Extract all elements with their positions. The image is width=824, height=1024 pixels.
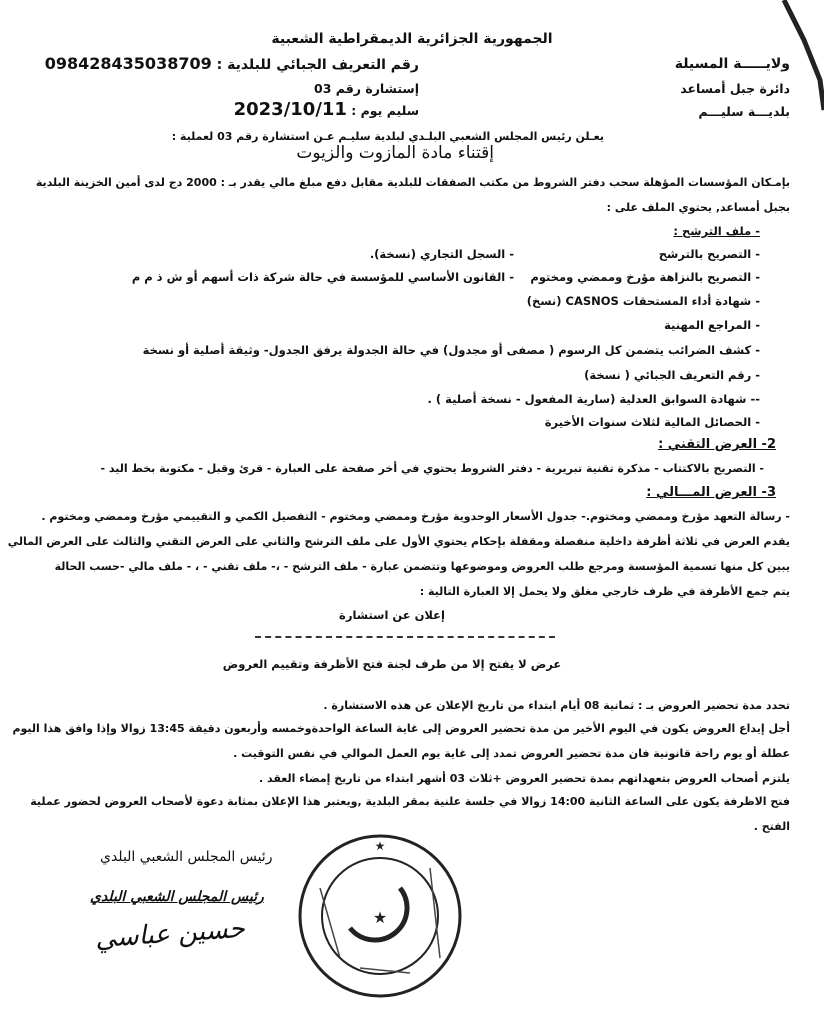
closing-line: أجل إيداع العروض يكون في اليوم الأخير من مدة تحضير العروض إلى غاية الساعة الواحدةوخمسه وأربعون دقيقة 13:45 زوالا وإذا وافق هذا اليوم xyxy=(12,722,790,735)
intro-text: يعـلن رئيس المجلس الشعبي البلـدي لبلدية سليـم عـن استشارة رقم 03 لعملية : xyxy=(171,130,604,143)
svg-text:★: ★ xyxy=(372,908,388,927)
section3-line: يبين كل منها تسمية المؤسسة ومرجع طلب العروض وموضوعها وتتضمن عبارة - ملف الترشح - ،- ملف تقني - ، - ملف مالي -حسب الحالة xyxy=(54,560,790,573)
envelope-title: إعلان عن استشارة xyxy=(339,608,445,622)
republic-title: الجمهورية الجزائرية الديمقراطية الشعبية xyxy=(271,31,553,47)
tax-id-line xyxy=(45,55,419,74)
list-item: - القانون الأساسي للمؤسسة في حالة شركة ذات أسهم أو ش ذ م م xyxy=(131,270,514,284)
closing-line: تحدد مدة تحضير العروض بـ : ثمانية 08 أيام ابتداء من تاريخ الإعلان عن هذه الاستشارة . xyxy=(323,699,790,712)
paragraph-line: بجبل أمساعد, يحتوي الملف على : xyxy=(606,201,790,214)
divider xyxy=(255,636,555,638)
tax-id: 098428435038709 xyxy=(44,54,212,73)
list-item: - الحصائل المالية لثلاث سنوات الأخيرة xyxy=(544,415,760,429)
consultation-number: إستشارة رقم 03 xyxy=(314,81,419,96)
section3-title: 3- العرض المـــالي : xyxy=(646,485,776,500)
closing-line: يلتزم أصحاب العروض بتعهداتهم بمدة تحضير العروض +ثلاث 03 أشهر ابتداء من تاريخ إمضاء العقد . xyxy=(259,772,790,785)
list-item: - شهادة أداء المستحقات CASNOS (نسخ) xyxy=(526,294,760,308)
list-item: - السجل التجاري (نسخة). xyxy=(369,247,514,261)
list-item: - التصريح بالنزاهة مؤرخ وممضي ومختوم xyxy=(530,270,760,284)
closing-line: الفتح . xyxy=(753,820,790,833)
section3-line: يقدم العرض في ثلاثة أظرفة داخلية منفصلة ومقفلة بإحكام يحتوي الأول على ملف الترشح والثاني على العرض التقني والثالث على العرض المالي xyxy=(7,535,790,548)
section2-text: - التصريح بالاكتتاب - مذكرة تقنية تبريرية - دفتر الشروط يحتوي في أخر صفحة على العبارة - قرئ وقبل - مكتوبة بخط اليد - xyxy=(100,462,764,475)
tax-id-label: رقم التعريف الجبائي للبلدية : xyxy=(216,57,419,73)
section3-line: - رسالة التعهد مؤرخ وممضي ومختوم.- جدول الأسعار الوحدوية مؤرخ وممضي ومختوم - التفصيل الكمي و التقييمي مؤرخ وممضي ومختوم . xyxy=(41,510,790,523)
paragraph-line: بإمـكان المؤسسات المؤهلة سحب دفتر الشروط من مكتب الصفقات للبلدية مقابل دفع مبلغ مالي يقدر بـ : 2000 دج لدى أمين الخزينة البلدية xyxy=(35,176,790,189)
signature-title: رئيس المجلس الشعبي البلدي xyxy=(100,849,273,865)
daira: دائرة جبل أمساعد xyxy=(680,81,790,96)
list-item: - رقم التعريف الجبائي ( نسخة) xyxy=(584,368,760,382)
date-label: سليم يوم : xyxy=(351,103,419,118)
date: 2023/10/11 xyxy=(233,99,347,120)
section3-line: يتم جمع الأظرفة في ظرف خارجي مغلق ولا يحمل إلا العبارة التالية : xyxy=(419,585,790,598)
closing-line: فتح الاظرفة يكون على الساعة الثانية 14:00 زوالا في جلسة علنية بمقر البلدية ,ويعتبر هذا الإعلان بمثابة دعوة لأصحاب العروض لحضور عملية xyxy=(30,795,790,808)
baladia: بلديـــة سليـــم xyxy=(698,104,790,119)
list-item: - المراجع المهنية xyxy=(664,318,760,332)
envelope-text: عرض لا يفتح إلا من طرف لجنة فتح الأظرفة وتقييم العروض xyxy=(222,657,562,671)
stamp-title: رئيس المجلس الشعبي البلدي xyxy=(90,889,264,905)
svg-text:★: ★ xyxy=(374,839,386,853)
list-item: - التصريح بالترشح xyxy=(658,247,760,261)
subject-title: إقتناء مادة المازوت والزيوت xyxy=(296,143,494,163)
list-item: - كشف الضرائب يتضمن كل الرسوم ( مصفى أو مجدول) في حالة الجدولة يرفق الجدول- وثيقة أصلية أو نسخة xyxy=(142,343,760,357)
list-item: -- شهادة السوابق العدلية (سارية المفعول - نسخة أصلية ) . xyxy=(427,392,760,406)
closing-line: عطلة أو يوم راحة قانونية فان مدة تحضير العروض تمدد إلى غاية يوم العمل الموالي في نفس التوقيت . xyxy=(233,747,790,760)
section2-title: 2- العرض التقني : xyxy=(658,437,776,452)
signer-name-handwritten: حسين عباسي xyxy=(94,913,246,955)
section1-title: - ملف الترشح : xyxy=(673,224,760,238)
wilaya: ولايـــــة المسيلة xyxy=(674,56,790,72)
official-seal xyxy=(290,828,470,1003)
date-line xyxy=(234,101,419,120)
